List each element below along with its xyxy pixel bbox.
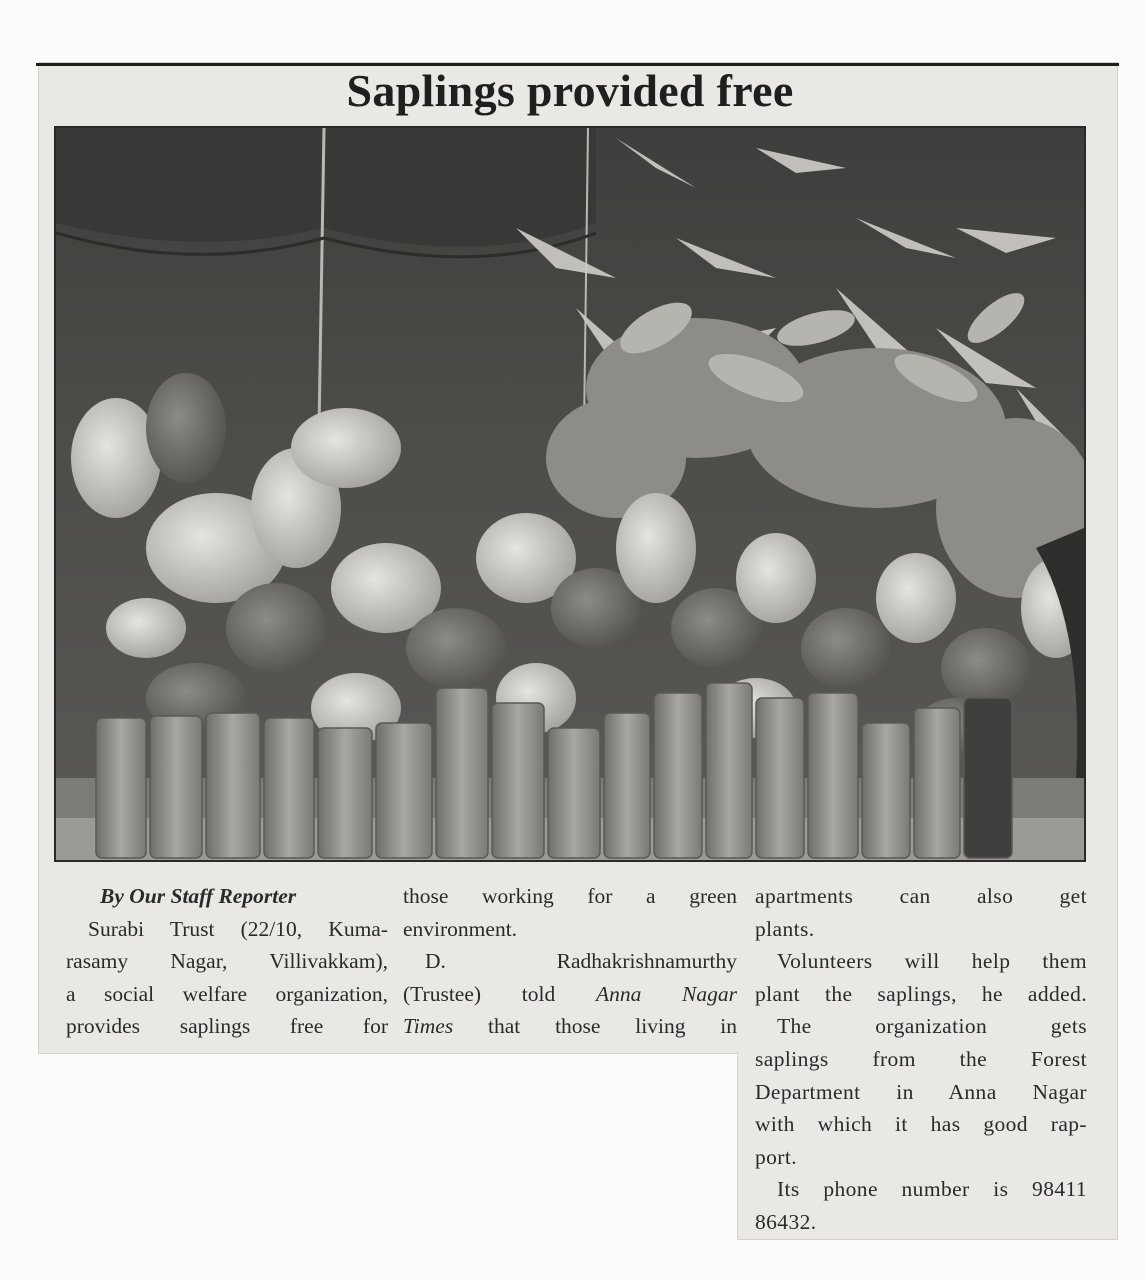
text-line: plant the saplings, he added. [755, 981, 1087, 1006]
text-line: Department in Anna Nagar [755, 1079, 1087, 1104]
article-column-3 [755, 880, 1087, 1239]
text-line: with which it has good rap- [755, 1112, 1087, 1137]
publication-name: Anna Nagar [595, 981, 738, 1006]
text-line: saplings from the Forest [755, 1046, 1087, 1071]
text-line: a social welfare organization, [66, 981, 388, 1006]
text-line: apartments can also get [755, 884, 1087, 908]
text-segment: (Trustee) told [403, 981, 596, 1006]
article-column-1 [66, 880, 388, 1043]
text-line: port. [755, 1144, 798, 1169]
text-line: those working for a green [403, 884, 737, 908]
text-line: Volunteers will help them [777, 949, 1087, 974]
text-line [403, 978, 737, 1011]
saplings-photo [54, 126, 1086, 862]
text-line: 86432. [755, 1209, 817, 1234]
headline: Saplings provided free [346, 65, 794, 116]
text-line [403, 1010, 737, 1043]
text-line: The organization gets [777, 1014, 1087, 1039]
text-line: D. Radhakrishnamurthy [425, 949, 737, 974]
text-segment: that those living in [453, 1014, 737, 1039]
text-line: rasamy Nagar, Villivakkam), [66, 949, 388, 974]
text-line: Its phone number is 98411 [777, 1177, 1087, 1202]
text-line: plants. [755, 916, 815, 941]
publication-name: Times [403, 1014, 454, 1039]
text-line: environment. [403, 916, 518, 941]
text-line: Surabi Trust (22/10, Kuma- [88, 916, 388, 941]
article-column-2 [403, 880, 737, 1043]
text-line: provides saplings free for [66, 1014, 388, 1039]
byline: By Our Staff Reporter [100, 884, 297, 908]
